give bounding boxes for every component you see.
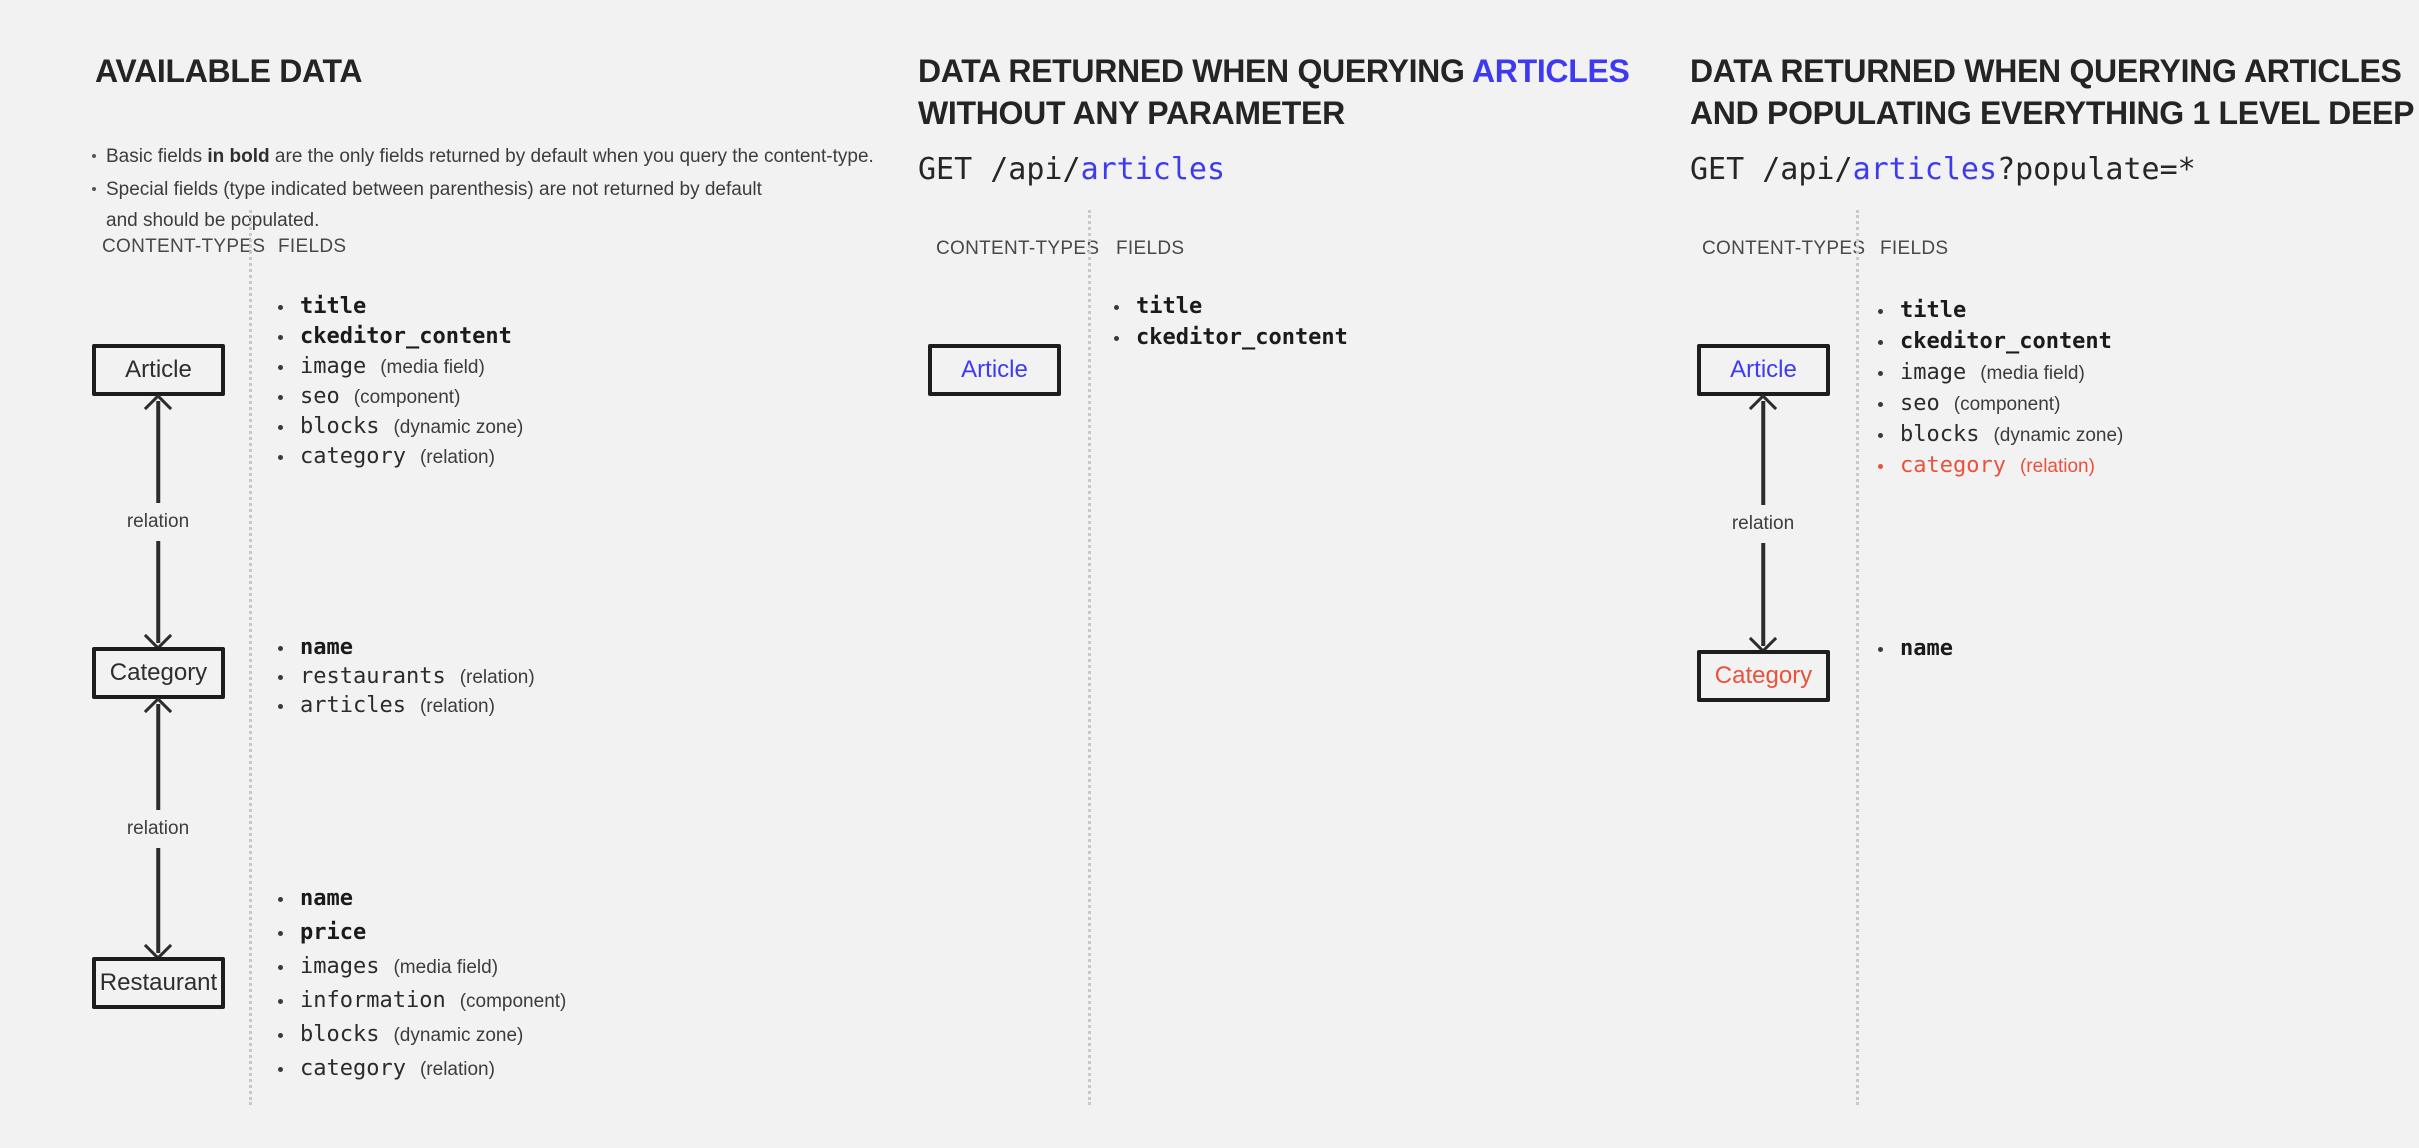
available-data-notes <box>92 141 892 238</box>
field-type-annotation: (component) <box>459 991 567 1012</box>
content-type-box-article <box>92 344 225 396</box>
relation-label: relation <box>124 503 192 541</box>
arrow-head-down-icon <box>1749 625 1777 653</box>
title-text: AND POPULATING EVERYTHING 1 LEVEL DEEP <box>1690 95 2415 131</box>
article-field-list <box>276 294 523 474</box>
title-text: WITHOUT ANY PARAMETER <box>918 95 1345 131</box>
request-line-populate <box>1690 152 2196 187</box>
request-line-no-parameter <box>918 152 1225 187</box>
field-name: name <box>1900 636 1953 661</box>
bullet-icon <box>92 154 96 158</box>
field-type-annotation: (media field) <box>393 957 499 978</box>
field-name: seo <box>300 384 340 409</box>
relation-arrow <box>126 397 190 647</box>
panel-title-populate-deep <box>1690 50 2414 134</box>
request-text: GET /api/ <box>1690 152 1853 187</box>
relation-label: relation <box>1729 505 1797 543</box>
request-accent-text: articles <box>1852 152 1998 187</box>
field-name: category <box>300 1056 406 1081</box>
arrow-head-up-icon <box>1749 394 1777 422</box>
note-item <box>92 141 892 172</box>
field-name: title <box>1136 294 1203 319</box>
field-item <box>276 886 566 920</box>
field-item <box>276 988 566 1022</box>
bullet-icon <box>278 1067 283 1072</box>
field-name: category <box>300 444 406 469</box>
field-name: blocks <box>300 414 380 439</box>
field-name: title <box>300 294 367 319</box>
field-type-annotation: (relation) <box>2019 456 2095 477</box>
field-name: price <box>300 920 367 945</box>
bullet-icon <box>278 305 283 310</box>
field-name: ckeditor_content <box>1900 329 2112 354</box>
title-text: DATA RETURNED WHEN QUERYING ARTICLES <box>1690 53 2402 89</box>
title-accent-text: ARTICLES <box>1471 53 1630 89</box>
field-item <box>276 384 523 414</box>
field-name: name <box>300 886 353 911</box>
field-type-annotation: (dynamic zone) <box>393 417 524 438</box>
dotted-divider <box>249 210 252 1105</box>
column-header-content-types: CONTENT-TYPES <box>102 236 266 257</box>
relation-arrow <box>126 700 190 957</box>
field-type-annotation: (media field) <box>1980 363 2085 384</box>
field-item <box>276 664 535 693</box>
field-name: articles <box>300 693 406 718</box>
field-item <box>1876 636 1953 667</box>
content-type-label: Category <box>1714 662 1813 689</box>
field-type-annotation: (media field) <box>380 357 485 378</box>
bullet-icon <box>278 897 283 902</box>
column-header-fields: FIELDS <box>1116 238 1185 259</box>
bullet-icon <box>278 999 283 1004</box>
field-name: title <box>1900 298 1967 323</box>
content-type-box-category <box>1697 650 1830 702</box>
title-line <box>1690 50 2414 92</box>
bullet-icon <box>1114 305 1119 310</box>
panel-title-available-data <box>95 50 362 92</box>
field-type-annotation: (dynamic zone) <box>1993 425 2124 446</box>
title-text: AVAILABLE DATA <box>95 53 363 89</box>
title-text: DATA RETURNED WHEN QUERYING <box>918 53 1472 89</box>
bullet-icon <box>1878 340 1883 345</box>
content-type-label: Article <box>1730 356 1797 383</box>
note-text: Basic fields <box>106 146 208 167</box>
field-item <box>1876 329 2123 360</box>
bullet-icon <box>1878 433 1883 438</box>
bullet-icon <box>278 395 283 400</box>
content-type-box-article <box>1697 344 1830 396</box>
bullet-icon <box>1878 309 1883 314</box>
bullet-icon <box>1878 402 1883 407</box>
field-item <box>276 1056 566 1090</box>
field-item <box>276 294 523 324</box>
field-name: restaurants <box>300 664 446 689</box>
column-header-content-types: CONTENT-TYPES <box>1702 238 1866 259</box>
field-item <box>276 920 566 954</box>
relation-label: relation <box>124 810 192 848</box>
bullet-icon <box>1878 371 1883 376</box>
title-line <box>918 50 1630 92</box>
bullet-icon <box>1114 336 1119 341</box>
field-type-annotation: (dynamic zone) <box>393 1025 524 1046</box>
note-item <box>92 174 892 236</box>
field-item <box>276 324 523 354</box>
field-name: blocks <box>300 1022 380 1047</box>
field-type-annotation: (relation) <box>459 667 535 688</box>
relation-arrow <box>1731 397 1795 650</box>
arrow-head-down-icon <box>144 932 172 960</box>
field-name: image <box>1900 360 1967 385</box>
request-accent-text: articles <box>1080 152 1226 187</box>
category-field-list <box>1876 636 1953 667</box>
content-type-label: Restaurant <box>99 969 218 996</box>
field-item <box>1876 298 2123 329</box>
note-text: are the only fields returned by default when you query the content-type. <box>269 146 874 167</box>
restaurant-field-list <box>276 886 566 1090</box>
field-type-annotation: (component) <box>353 387 461 408</box>
bullet-icon <box>278 425 283 430</box>
article-field-list <box>1876 298 2123 484</box>
field-type-annotation: (relation) <box>419 696 495 717</box>
bullet-icon <box>278 675 283 680</box>
bullet-icon <box>278 455 283 460</box>
field-item <box>276 635 535 664</box>
field-name: name <box>300 635 353 660</box>
field-item <box>276 1022 566 1056</box>
bullet-icon <box>92 187 96 191</box>
note-text: in bold <box>207 146 270 167</box>
category-field-list <box>276 635 535 722</box>
field-item <box>1876 422 2123 453</box>
panel-title-no-parameter <box>918 50 1630 134</box>
field-item <box>276 354 523 384</box>
field-name: ckeditor_content <box>300 324 512 349</box>
bullet-icon <box>278 365 283 370</box>
title-line <box>918 92 1630 134</box>
content-type-box-article <box>928 344 1061 396</box>
article-field-list <box>1112 294 1348 356</box>
note-text: Special fields (type indicated between parenthesis) are not returned by default <box>106 179 762 200</box>
field-item <box>1112 294 1348 325</box>
bullet-icon <box>278 335 283 340</box>
content-type-label: Article <box>961 356 1028 383</box>
field-item <box>1876 360 2123 391</box>
bullet-icon <box>278 646 283 651</box>
arrow-head-down-icon <box>144 622 172 650</box>
field-name: seo <box>1900 391 1940 416</box>
arrow-head-up-icon <box>144 697 172 725</box>
field-item <box>276 414 523 444</box>
arrow-head-up-icon <box>144 394 172 422</box>
field-name: information <box>300 988 446 1013</box>
bullet-icon <box>278 965 283 970</box>
field-name: category <box>1900 453 2006 478</box>
column-header-fields: FIELDS <box>1880 238 1949 259</box>
request-text: GET /api/ <box>918 152 1081 187</box>
request-text: ?populate=* <box>1997 152 2196 187</box>
dotted-divider <box>1088 210 1091 1105</box>
field-name: blocks <box>1900 422 1980 447</box>
field-type-annotation: (component) <box>1953 394 2061 415</box>
title-line <box>1690 92 2414 134</box>
field-name: image <box>300 354 367 379</box>
field-name: ckeditor_content <box>1136 325 1348 350</box>
field-type-annotation: (relation) <box>419 1059 495 1080</box>
column-header-fields: FIELDS <box>278 236 347 257</box>
bullet-icon <box>1878 647 1883 652</box>
bullet-icon <box>278 1033 283 1038</box>
content-type-box-category <box>92 647 225 699</box>
bullet-icon <box>278 704 283 709</box>
note-text: and should be populated. <box>106 210 320 231</box>
column-header-content-types: CONTENT-TYPES <box>936 238 1100 259</box>
content-type-label: Category <box>109 659 208 686</box>
bullet-icon <box>1878 464 1883 469</box>
field-item <box>1112 325 1348 356</box>
field-type-annotation: (relation) <box>419 447 495 468</box>
field-item <box>276 444 523 474</box>
bullet-icon <box>278 931 283 936</box>
field-name: images <box>300 954 380 979</box>
dotted-divider <box>1856 210 1859 1105</box>
content-type-label: Article <box>125 356 192 383</box>
field-item <box>1876 391 2123 422</box>
field-item <box>276 693 535 722</box>
field-item <box>1876 453 2123 484</box>
field-item <box>276 954 566 988</box>
title-line <box>95 50 362 92</box>
content-type-box-restaurant <box>92 957 225 1009</box>
